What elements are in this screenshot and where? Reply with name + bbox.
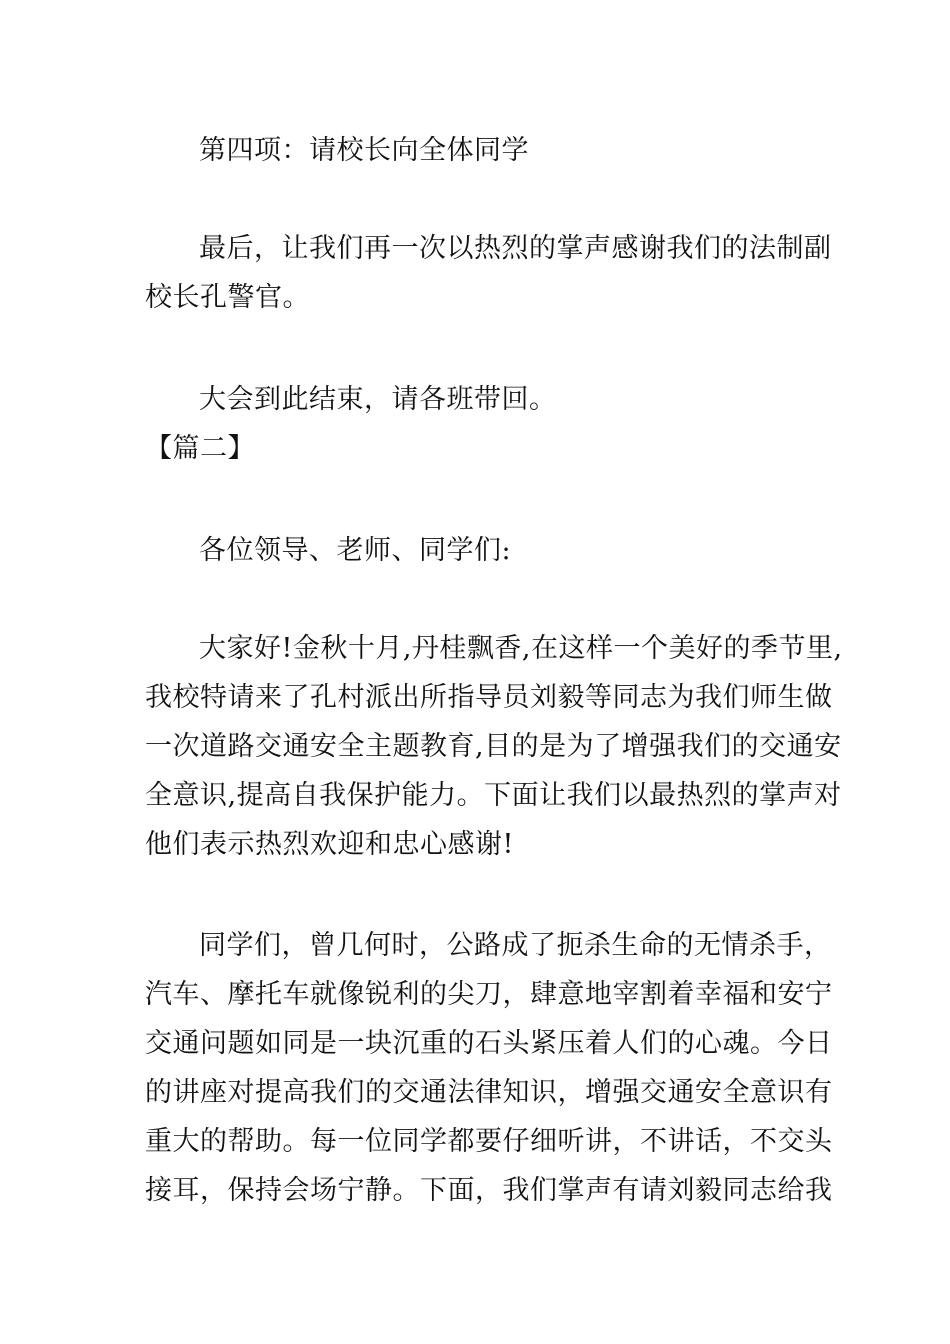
paragraph-traffic-safety [145, 921, 833, 1215]
paragraph-line: 全意识,提高自我保护能力。下面让我们以最热烈的掌声对 [145, 780, 842, 811]
paragraph-welcome [145, 624, 843, 869]
paragraph-line: 同学们，曾几何时，公路成了扼杀生命的无情杀手， [199, 930, 832, 961]
paragraph-line: 我校特请来了孔村派出所指导员刘毅等同志为我们师生做 [145, 682, 833, 713]
paragraph-line: 校长孔警官。 [145, 282, 310, 313]
paragraph-line: 第四项：请校长向全体同学 [199, 135, 529, 166]
paragraph-line: 大会到此结束，请各班带回。 [199, 384, 557, 415]
paragraph-closing-thanks [145, 224, 832, 322]
paragraph-line: 大家好!金秋十月,丹桂飘香,在这样一个美好的季节里, [199, 633, 843, 664]
paragraph-line: 他们表示热烈欢迎和忠心感谢! [145, 829, 514, 860]
paragraph-line: 交通问题如同是一块沉重的石头紧压着人们的心魂。今日 [145, 1028, 833, 1059]
paragraph-meeting-end [145, 375, 825, 424]
paragraph-line: 一次道路交通安全主题教育,目的是为了增强我们的交通安 [145, 731, 842, 762]
paragraph-line: 各位领导、老师、同学们: [199, 535, 512, 566]
paragraph-line: 重大的帮助。每一位同学都要仔细听讲，不讲话，不交头 [145, 1126, 833, 1157]
paragraph-line: 接耳，保持会场宁静。下面，我们掌声有请刘毅同志给我 [145, 1175, 833, 1206]
paragraph-line: 汽车、摩托车就像锐利的尖刀，肆意地宰割着幸福和安宁 [145, 979, 833, 1010]
paragraph-agenda-item-4 [145, 126, 825, 175]
section-heading [145, 424, 825, 473]
paragraph-salutation [145, 526, 825, 575]
section-heading-text: 【篇二】 [145, 433, 255, 464]
paragraph-line: 的讲座对提高我们的交通法律知识，增强交通安全意识有 [145, 1077, 833, 1108]
paragraph-line: 最后，让我们再一次以热烈的掌声感谢我们的法制副 [199, 233, 832, 264]
